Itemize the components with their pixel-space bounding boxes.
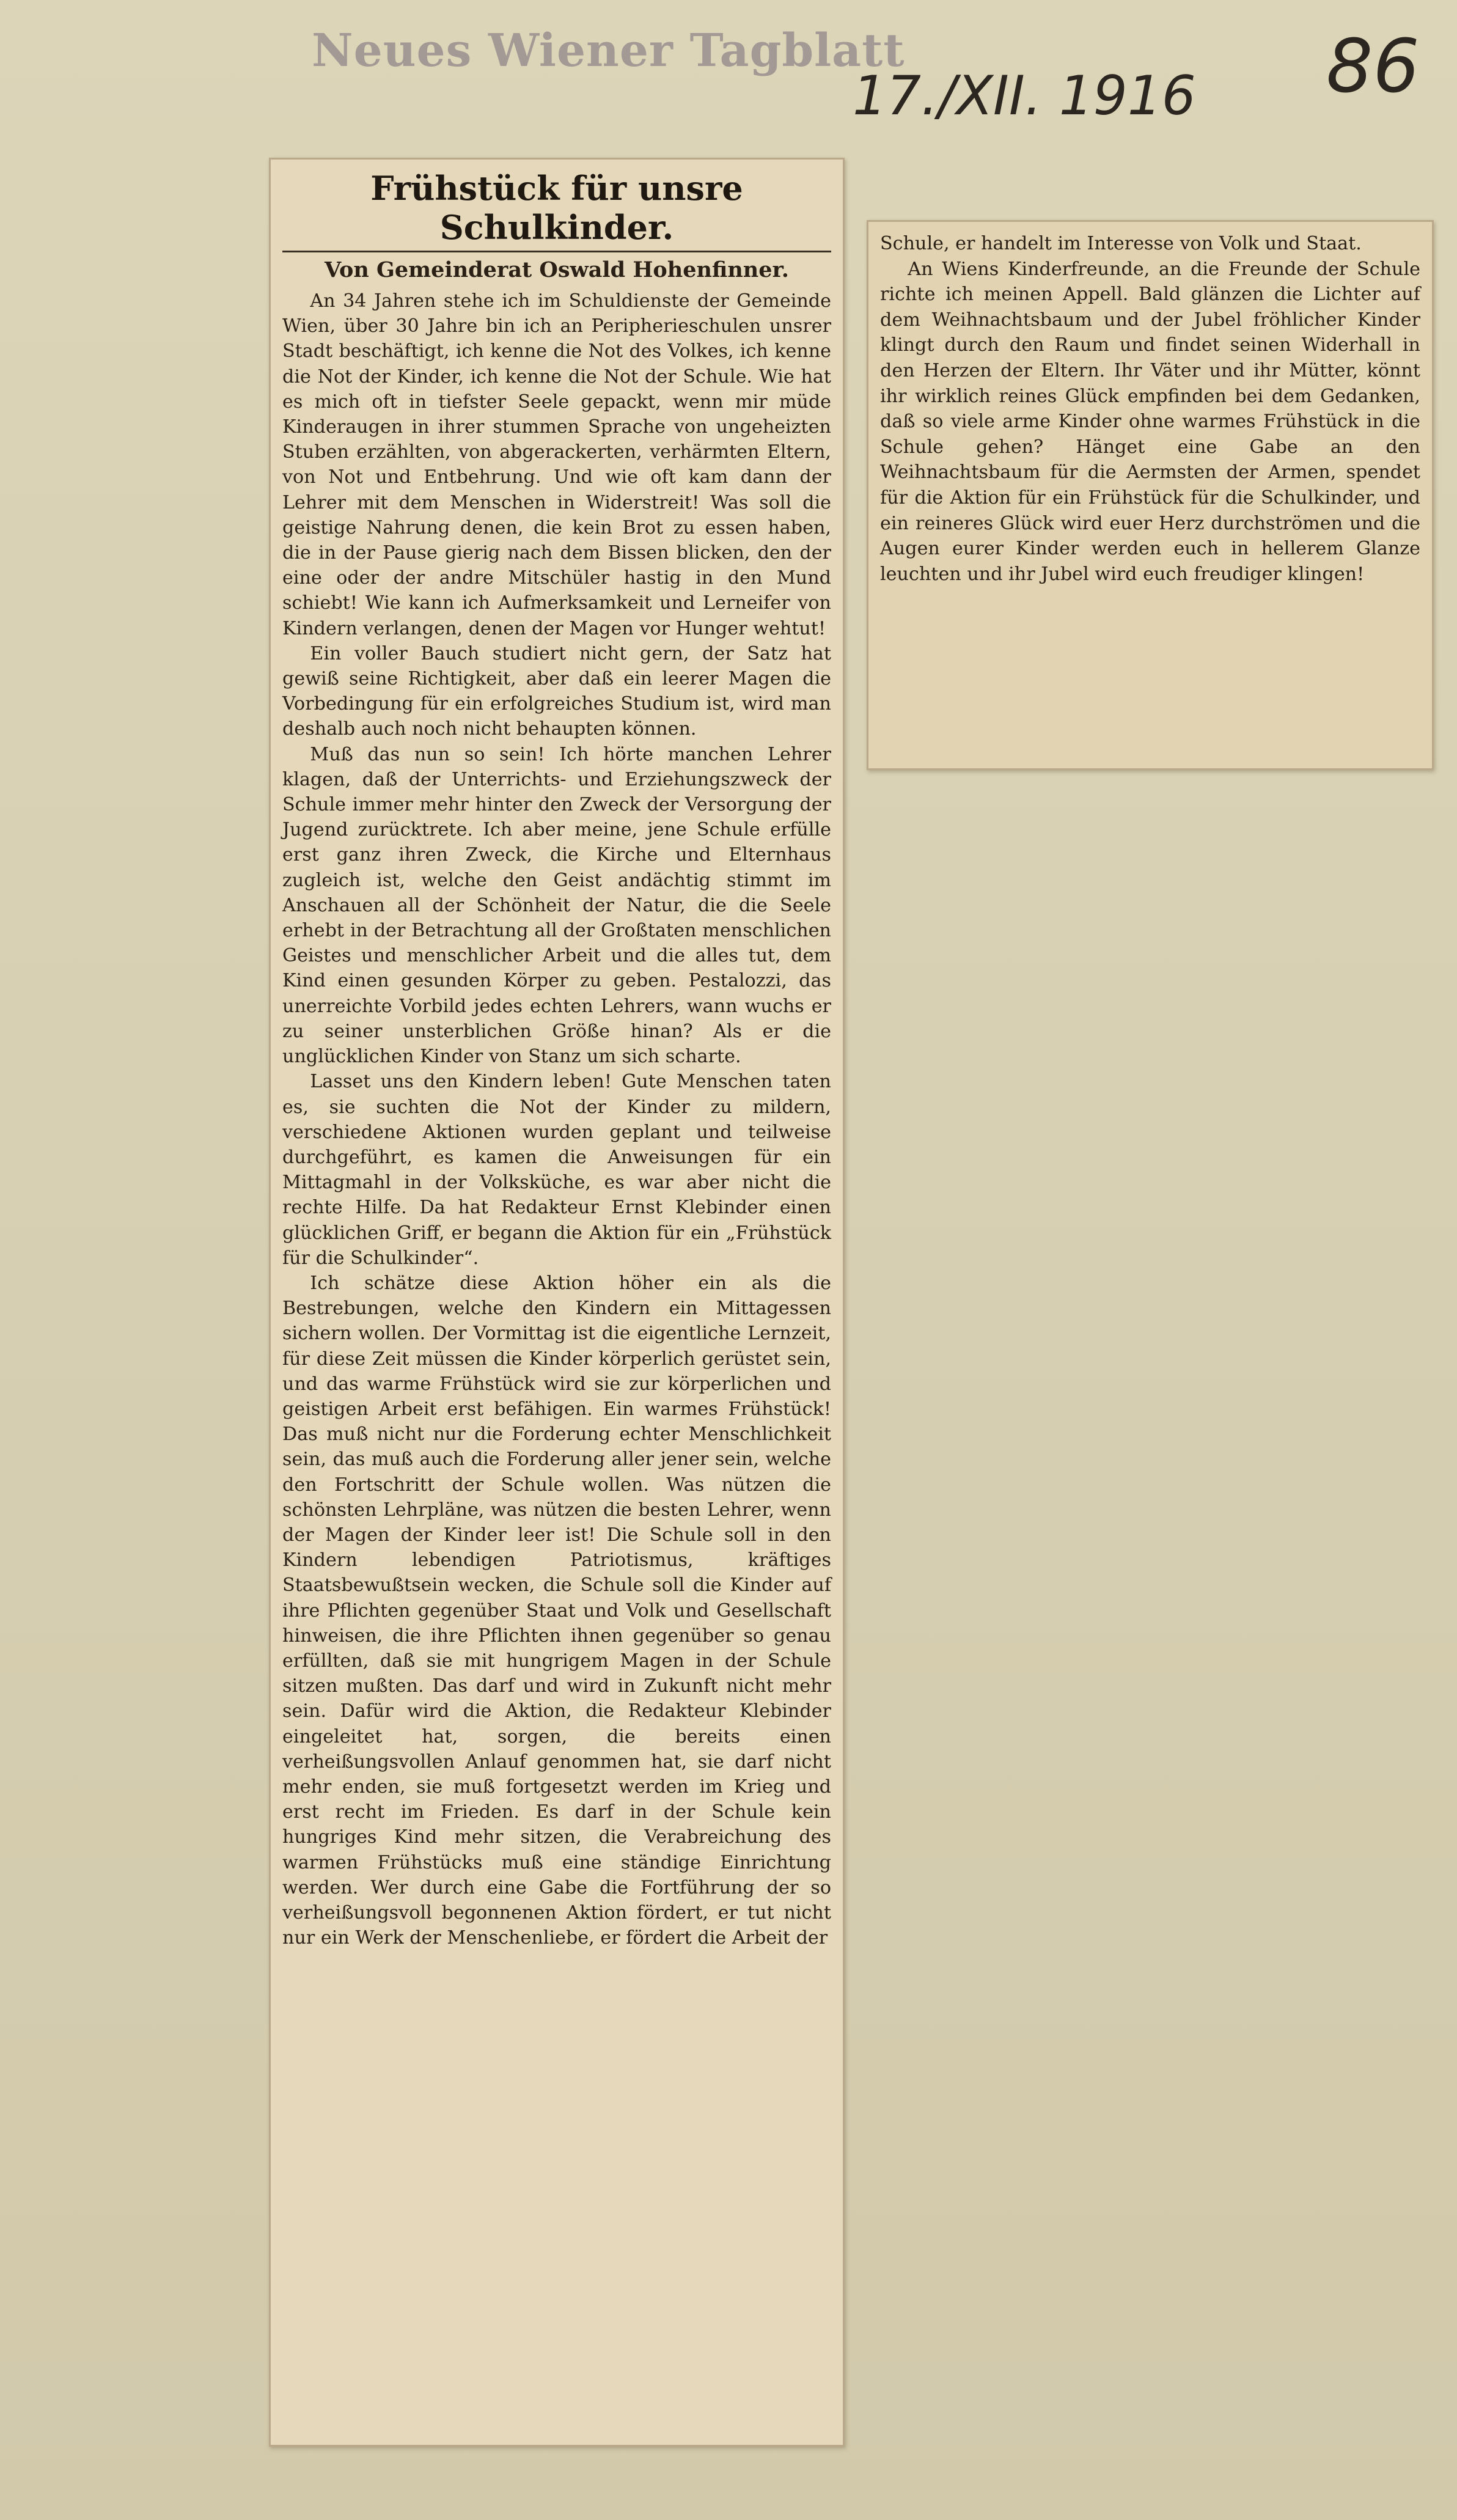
newspaper-stamp: Neues Wiener Tagblatt <box>312 24 905 77</box>
article-body <box>282 288 831 1950</box>
article-headline: Frühstück für unsre Schulkinder. <box>282 169 831 252</box>
article-paragraph: Muß das nun so sein! Ich hörte manchen Lehrer klagen, daß der Unterrichts- und Erziehungszweck der Schule immer mehr hinter den Zweck der Versorgung der Jugend zurücktrete. Ich aber meine, jene Schule erfülle erst ganz ihren Zweck, die Kirche und Elternhaus zugleich ist, welche den Geist andächtig stimmt im Anschauen all der Schönheit der Natur, die die Seele erhebt in der Betrachtung all der Großtaten menschlichen Geistes und menschlicher Arbeit und die alles tut, dem Kind einen gesunden Körper zu geben. Pestalozzi, das unerreichte Vorbild jedes echten Lehrers, wann wuchs er zu seiner unsterblichen Größe hinan? Als er die unglücklichen Kinder von Stanz um sich scharte. <box>282 743 831 1068</box>
continuation-paragraph: An Wiens Kinderfreunde, an die Freunde der Schule richte ich meinen Appell. Bald glänzen die Lichter auf dem Weihnachtsbaum und der Jubel fröhlicher Kinder klingt durch den Raum und findet seinen Widerhall in den Herzen der Eltern. Ihr Väter und ihr Mütter, könnt ihr wirklich reines Glück empfinden bei dem Gedanken, daß so viele arme Kinder ohne warmes Frühstück in die Schule gehen? Hänget eine Gabe an den Weihnachtsbaum für die Aermsten der Armen, spendet für die Aktion für ein Frühstück für die Schulkinder, und ein reineres Glück wird euer Herz durchströmen und die Augen eurer Kinder werden euch in hellerem Glanze leuchten und ihr Jubel wird euch freudiger klingen! <box>880 258 1420 585</box>
article-paragraph: Ein voller Bauch studiert nicht gern, der Satz hat gewiß seine Richtigkeit, aber daß ein leerer Magen die Vorbedingung für ein erfolgreiches Studium ist, wird man deshalb auch noch nicht behaupten können. <box>282 642 831 740</box>
article-paragraph: Lasset uns den Kindern leben! Gute Menschen taten es, sie suchten die Not der Kinder zu mildern, verschiedene Aktionen wurden geplant und teilweise durchgeführt, es kamen die Anweisungen für ein Mittagmahl in der Volksküche, es war aber nicht die rechte Hilfe. Da hat Redakteur Ernst Klebinder einen glücklichen Griff, er begann die Aktion für ein „Frühstück für die Schulkinder“. <box>282 1071 831 1269</box>
article-paragraph: Ich schätze diese Aktion höher ein als die Bestrebungen, welche den Kindern ein Mittagessen sichern wollen. Der Vormittag ist die eigentliche Lernzeit, für diese Zeit müssen die Kinder körperlich gerüstet sein, und das warme Frühstück wird sie zur körperlichen und geistigen Arbeit erst befähigen. Ein warmes Frühstück! Das muß nicht nur die Forderung echter Menschlichkeit sein, das muß auch die Forderung aller jener sein, welche den Fortschritt der Schule wollen. Was nützen die schönsten Lehrpläne, was nützen die besten Lehrer, wenn der Magen der Kinder leer ist! Die Schule soll in den Kindern lebendigen Patriotismus, kräftiges Staatsbewußtsein wecken, die Schule soll die Kinder auf ihre Pflichten gegenüber Staat und Volk und Gesellschaft hinweisen, die ihre Pflichten ihnen gegenüber so genau erfüllten, daß sie mit hungrigem Magen in der Schule sitzen mußten. Das darf und wird in Zukunft nicht mehr sein. Dafür wird die Aktion, die Redakteur Klebinder eingeleitet hat, sorgen, die bereits einen verheißungsvollen Anlauf genommen hat, sie darf nicht mehr enden, sie muß fortgesetzt werden im Krieg und erst recht im Frieden. Es darf in der Schule kein hungriges Kind mehr sitzen, die Verabreichung des warmen Frühstücks muß eine ständige Einrichtung werden. Wer durch eine Gabe die Fortführung der so verheißungsvoll begonnenen Aktion fördert, er tut nicht nur ein Werk der Menschenliebe, er fördert die Arbeit der <box>282 1272 831 1949</box>
handwritten-page-number: 86 <box>1326 24 1420 109</box>
continuation-paragraph: Schule, er handelt im Interesse von Volk und Staat. <box>880 233 1362 254</box>
continuation-body <box>880 231 1420 587</box>
handwritten-date: 17./XII. 1916 <box>853 64 1196 127</box>
article-paragraph: An 34 Jahren stehe ich im Schuldienste der Gemeinde Wien, über 30 Jahre bin ich an Peripherieschulen unsrer Stadt beschäftigt, ich kenne die Not des Volkes, ich kenne die Not der Kinder, ich kenne die Not der Schule. Wie hat es mich oft in tiefster Seele gepackt, wenn mir müde Kinderaugen in ihrer stummen Sprache von ungeheizten Stuben erzählten, von abgerackerten, verhärmten Eltern, von Not und Entbehrung. Und wie oft kam dann der Lehrer mit dem Menschen in Widerstreit! Was soll die geistige Nahrung denen, die kein Brot zu essen haben, die in der Pause gierig nach dem Bissen blicken, den der eine oder der andre Mitschüler hastig in den Mund schiebt! Wie kann ich Aufmerksamkeit und Lerneifer von Kindern verlangen, denen der Magen vor Hunger wehtut! <box>282 290 831 639</box>
article-clipping-continuation <box>867 220 1434 770</box>
article-clipping-main <box>269 158 845 2447</box>
article-byline: Von Gemeinderat Oswald Hohenfinner. <box>325 257 789 282</box>
